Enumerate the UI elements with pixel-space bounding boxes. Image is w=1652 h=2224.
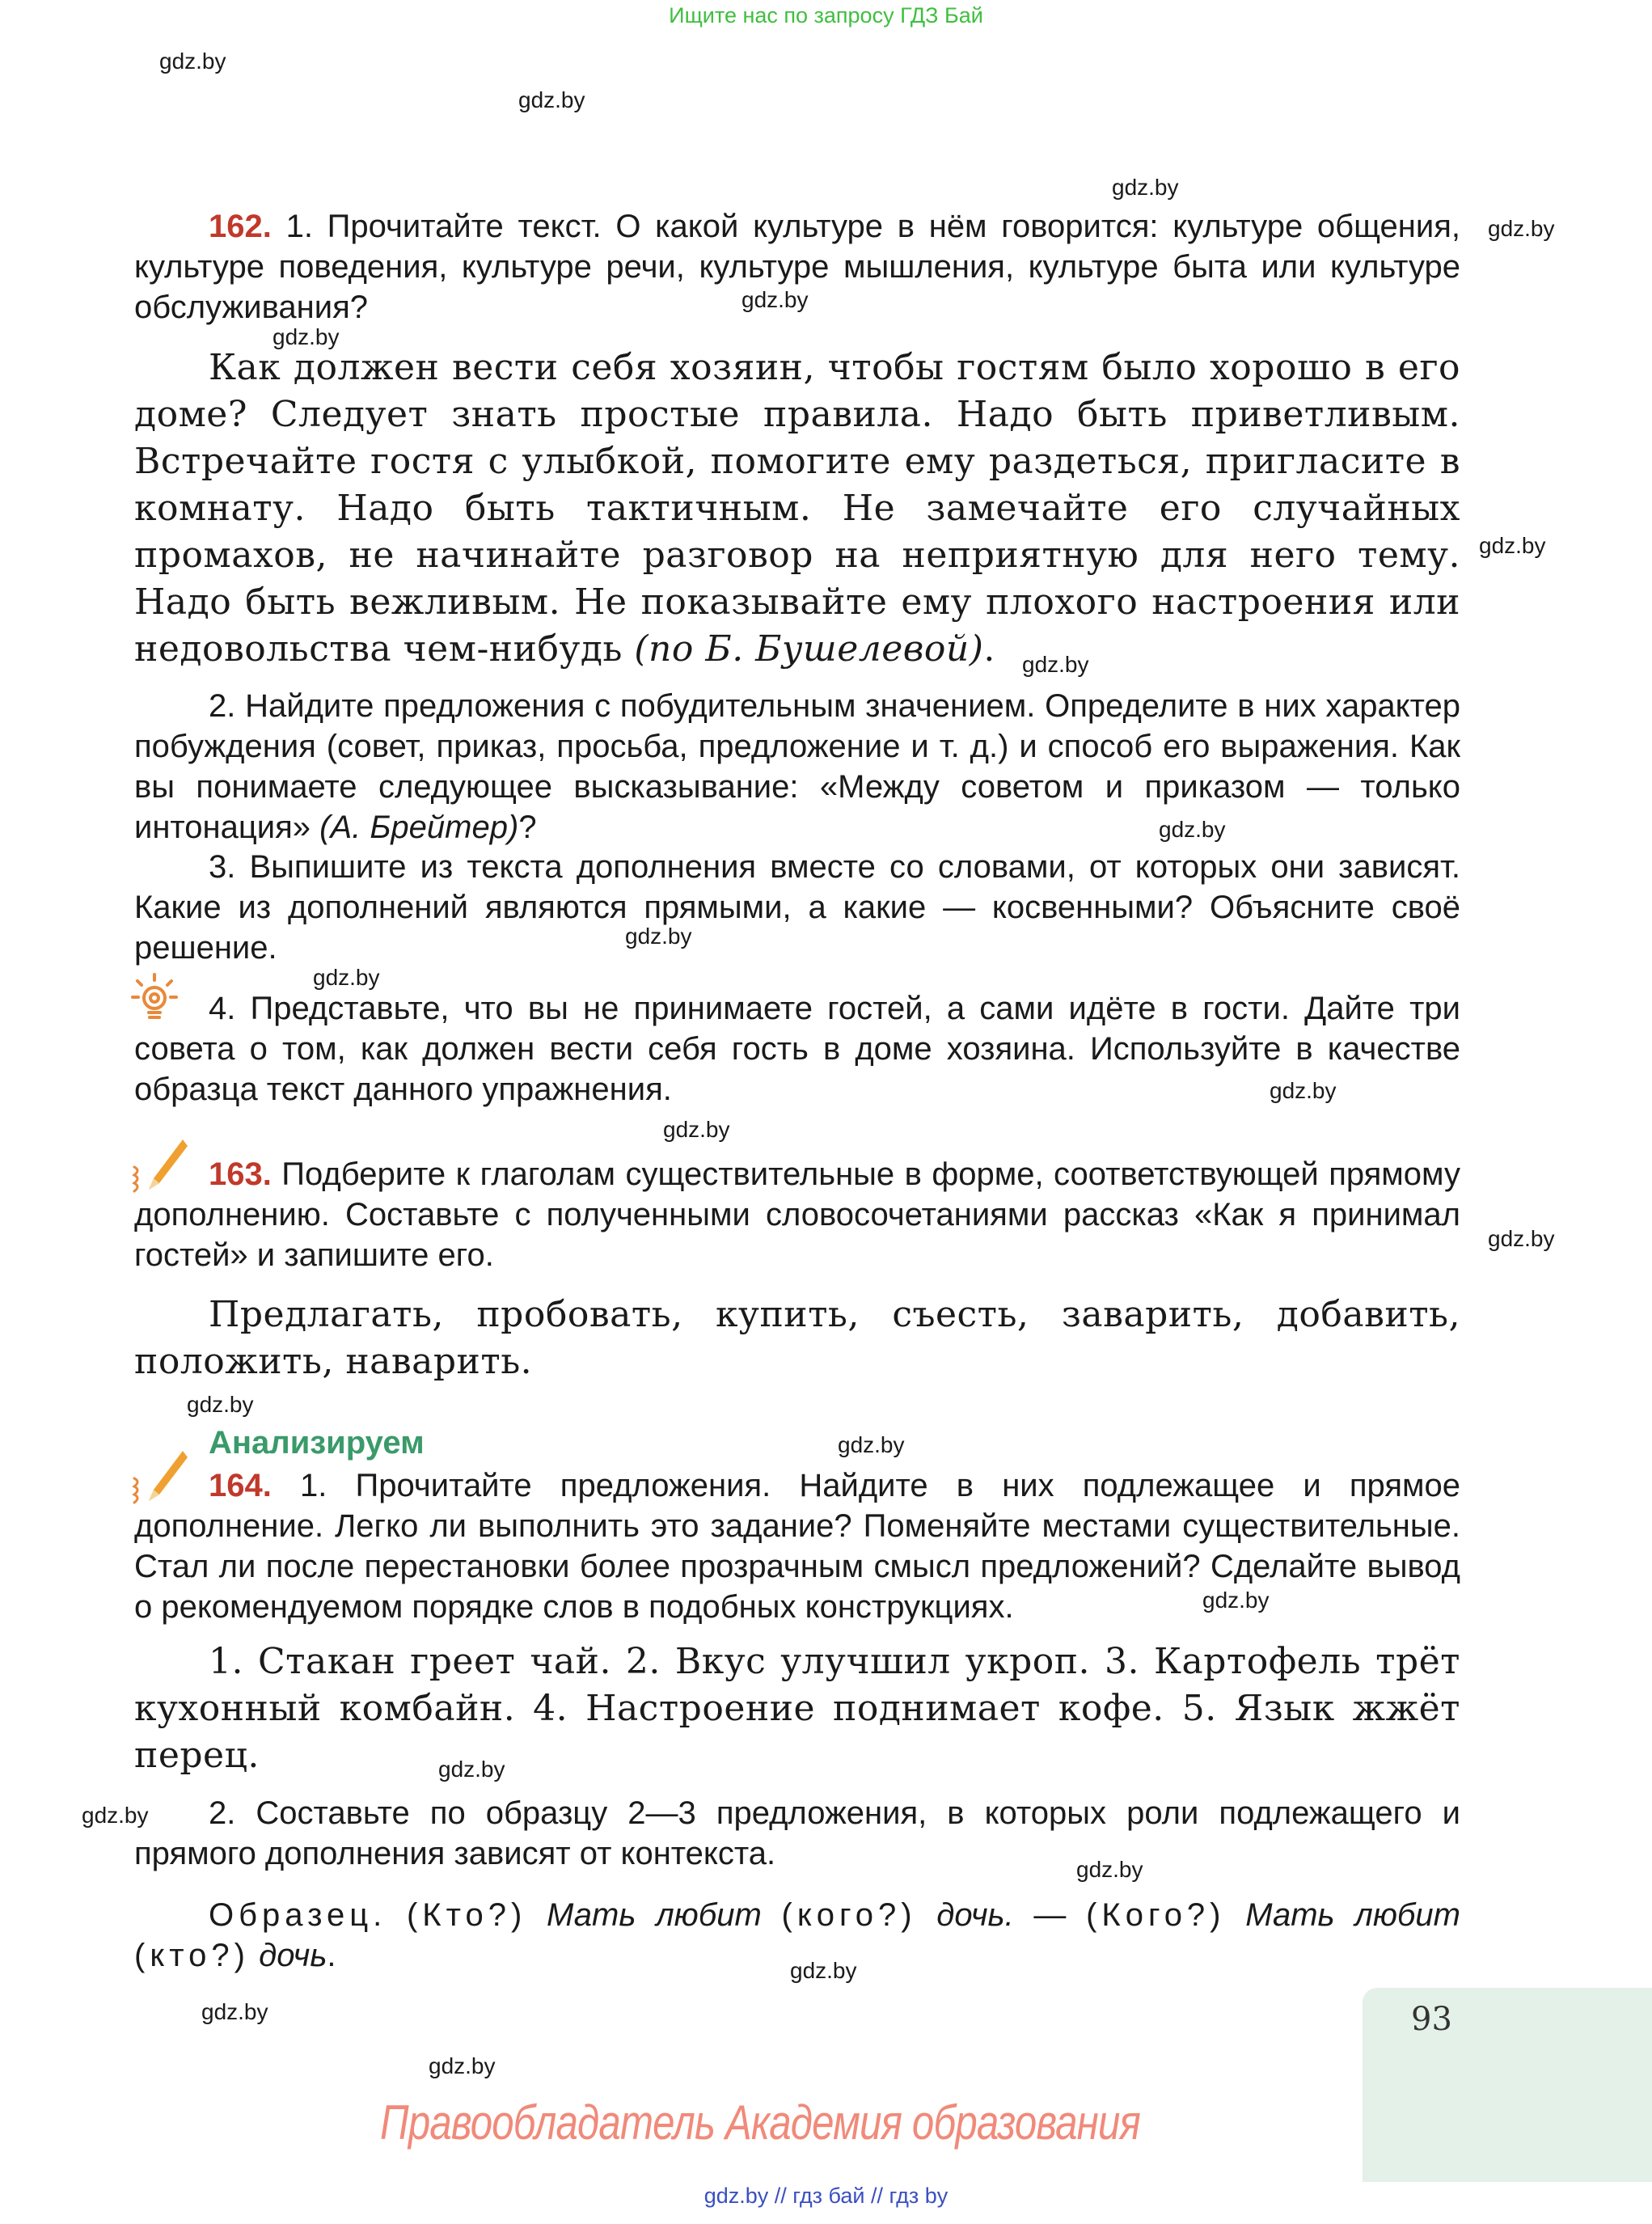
watermark: gdz.by	[741, 287, 809, 312]
watermark: gdz.by	[159, 49, 226, 74]
exercise-163-task: 163. Подберите к глаголам существительные в форме, соответствующей прямому дополнению. Составьте с полученными словосочетаниями рассказ «Как я принимал гостей» и запишите его.	[134, 1156, 1460, 1273]
footer-links[interactable]: gdz.by // гдз бай // гдз by	[703, 2184, 949, 2208]
exercise-number: 164.	[209, 1468, 272, 1503]
watermark: gdz.by	[187, 1392, 254, 1417]
section-heading: Анализируем	[209, 1425, 425, 1461]
watermark: gdz.by	[838, 1432, 905, 1457]
exercise-162-task-4: 4. Представьте, что вы не принимаете гостей, а сами идёте в гости. Дайте три совета о том, как должен вести себя гость в доме хозяина. Используйте в качестве образца текст данного упражнения.	[134, 991, 1460, 1107]
watermark: gdz.by	[429, 2053, 496, 2078]
exercise-162-task-1: 162. 1. Прочитайте текст. О какой культуре в нём говорится: культуре общения, культуре поведения, культуре речи, культуре мышления, культуре быта или культуре обслуживания?	[134, 209, 1460, 325]
exercise-162-task-2: 2. Найдите предложения с побудительным значением. Определите в них характер побуждения (совет, приказ, просьба, предложение и т. д.) и способ его выражения. Как вы понимаете следующее высказывание: «Между советом и приказом — только интонация» (А. Брейтер)?	[134, 688, 1460, 845]
watermark: gdz.by	[82, 1803, 149, 1828]
watermark: gdz.by	[1270, 1078, 1337, 1103]
watermark: gdz.by	[1076, 1857, 1143, 1882]
watermark: gdz.by	[201, 1999, 268, 2024]
exercise-number: 163.	[209, 1156, 272, 1192]
exercise-164-task-1: 164. 1. Прочитайте предложения. Найдите в них подлежащее и прямое дополнение. Легко ли выполнить это задание? Поменяйте местами существительные. Стал ли после перестановки более прозрачным смысл предложений? Сделайте вывод о рекомендуемом порядке слов в подобных конструкциях.	[134, 1468, 1460, 1625]
exercise-162-task-3: 3. Выпишите из текста дополнения вместе со словами, от которых они зависят. Какие из дополнений являются прямыми, а какие — косвенными? Объясните своё решение.	[134, 849, 1460, 966]
page-number-tab	[1363, 1988, 1652, 2182]
exercise-164-sample: Образец. (Кто?) Мать любит (кого?) дочь. — (Кого?) Мать любит (кто?) дочь.	[134, 1897, 1461, 1973]
exercise-164-sentences: 1. Стакан греет чай. 2. Вкус улучшил укроп. 3. Картофель трёт кухонный комбайн. 4. Настроение поднимает кофе. 5. Язык жжёт перец.	[134, 1641, 1460, 1776]
watermark: gdz.by	[518, 87, 585, 112]
watermark: gdz.by	[1202, 1588, 1270, 1613]
watermark: gdz.by	[1159, 817, 1226, 842]
watermark: gdz.by	[790, 1958, 857, 1983]
watermark: gdz.by	[1112, 175, 1179, 200]
watermark: gdz.by	[313, 965, 380, 990]
exercise-164-task-2: 2. Составьте по образцу 2—3 предложения, в которых роли подлежащего и прямого дополнения зависят от контекста.	[134, 1795, 1460, 1871]
watermark: gdz.by	[663, 1117, 730, 1142]
watermark: gdz.by	[625, 924, 692, 949]
watermark: gdz.by	[1479, 533, 1546, 558]
watermark: gdz.by	[438, 1757, 505, 1782]
exercise-163-words: Предлагать, пробовать, купить, съесть, заварить, добавить, положить, наварить.	[134, 1294, 1460, 1382]
watermark: gdz.by	[1488, 1226, 1555, 1251]
copyright-owner: Правообладатель Академия образования	[380, 2095, 1140, 2150]
watermark: gdz.by	[1022, 652, 1089, 677]
top-banner[interactable]: Ищите нас по запросу ГДЗ Бай	[669, 3, 983, 27]
watermark: gdz.by	[1488, 216, 1555, 241]
watermark: gdz.by	[273, 324, 340, 349]
exercise-number: 162.	[209, 209, 272, 244]
exercise-162-text: Как должен вести себя хозяин, чтобы гостям было хорошо в его доме? Следует знать простые правила. Надо быть приветливым. Встречайте гостя с улыбкой, помогите ему раздеться, пригласите в комнату. Надо быть тактичным. Не замечайте его случайных промахов, не начинайте разговор на неприятную для него тему. Надо быть вежливым. Не показывайте ему плохого настроения или недовольства чем-нибудь (по Б. Бушелевой).	[134, 347, 1460, 670]
page-number: 93	[1411, 2001, 1452, 2038]
